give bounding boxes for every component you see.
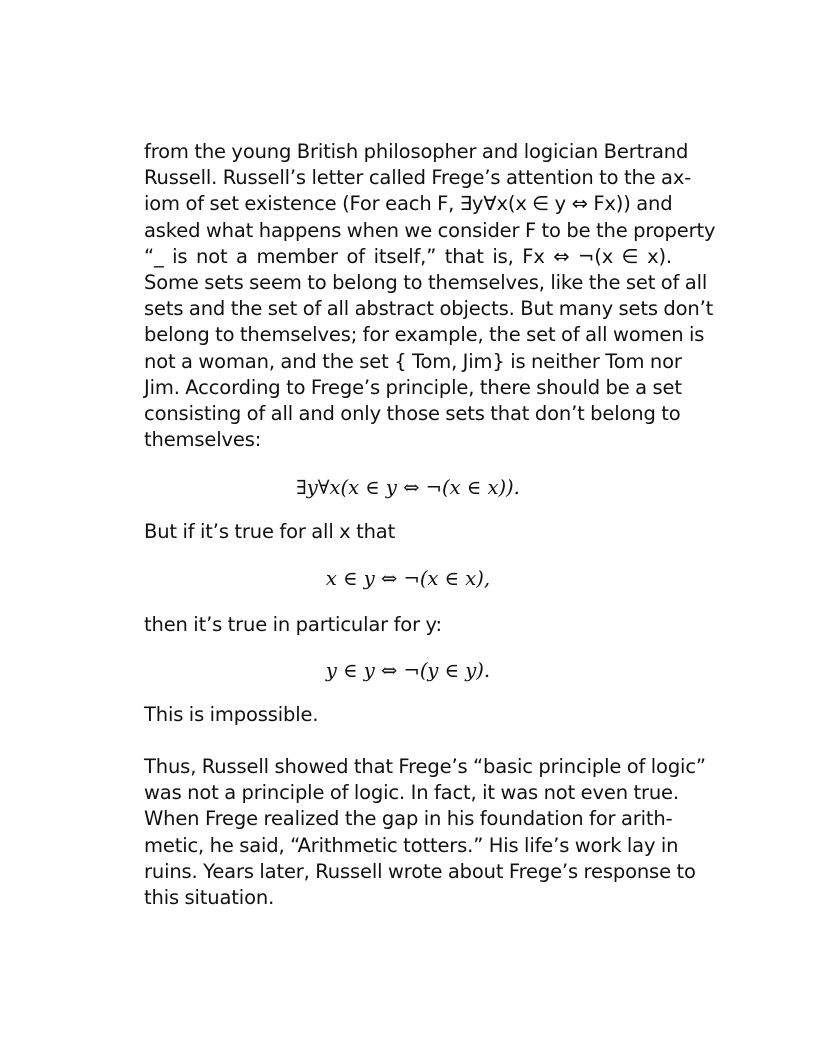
text-line: metic, he said, “Arithmetic totters.” His life’s work lay in (144, 833, 679, 857)
text-line: iom of set existence (For each F, ∃y∀x(x ∈ y ⇔ Fx)) and (144, 192, 673, 216)
paragraph-impossible (144, 702, 672, 728)
text-line: sets and the set of all abstract objects. But many sets don’t (144, 297, 714, 321)
text-line: this situation. (144, 886, 275, 910)
text-line: When Frege realized the gap in his foundation for arith- (144, 807, 673, 831)
text-line: Jim. According to Frege’s principle, there should be a set (144, 375, 682, 399)
text-line: asked what happens when we consider F to be the property (144, 218, 716, 242)
text-line: not a woman, and the set { Tom, Jim} is neither Tom nor (144, 349, 682, 373)
text-line: Some sets seem to belong to themselves, like the set of all (144, 271, 708, 295)
display-equation-paradox: y ∈ y ⇔ ¬(y ∈ y). (325, 658, 491, 682)
text-line: then it’s true in particular for y: (144, 612, 442, 636)
display-equation-set-existence: ∃y∀x(x ∈ y ⇔ ¬(x ∈ x)). (296, 476, 520, 500)
text-line: themselves: (144, 428, 262, 452)
text-line: This is impossible. (144, 702, 319, 726)
text-line: belong to themselves; for example, the set of all women is (144, 323, 705, 347)
paragraph-true-for-all-x (144, 519, 672, 545)
paragraph-frege-response (144, 754, 706, 911)
text-column (144, 139, 716, 911)
text-line: from the young British philosopher and logician Bertrand (144, 140, 689, 163)
text-line: Russell. Russell’s letter called Frege’s attention to the ax- (144, 166, 692, 190)
text-line: ruins. Years later, Russell wrote about Frege’s response to (144, 859, 696, 883)
display-equation-membership: x ∈ y ⇔ ¬(x ∈ x), (325, 566, 491, 590)
text-line: Thus, Russell showed that Frege’s “basic principle of logic” (144, 755, 706, 779)
paragraph-particular-y (144, 612, 672, 638)
text-line: “_ is not a member of itself,” that is, Fx ⇔ ¬(x ∈ x). (144, 244, 672, 268)
text-line: But if it’s true for all x that (144, 520, 396, 544)
paragraph-russell-letter (144, 139, 716, 453)
text-line: was not a principle of logic. In fact, it was not even true. (144, 781, 679, 805)
text-line: consisting of all and only those sets that don’t belong to (144, 402, 681, 426)
